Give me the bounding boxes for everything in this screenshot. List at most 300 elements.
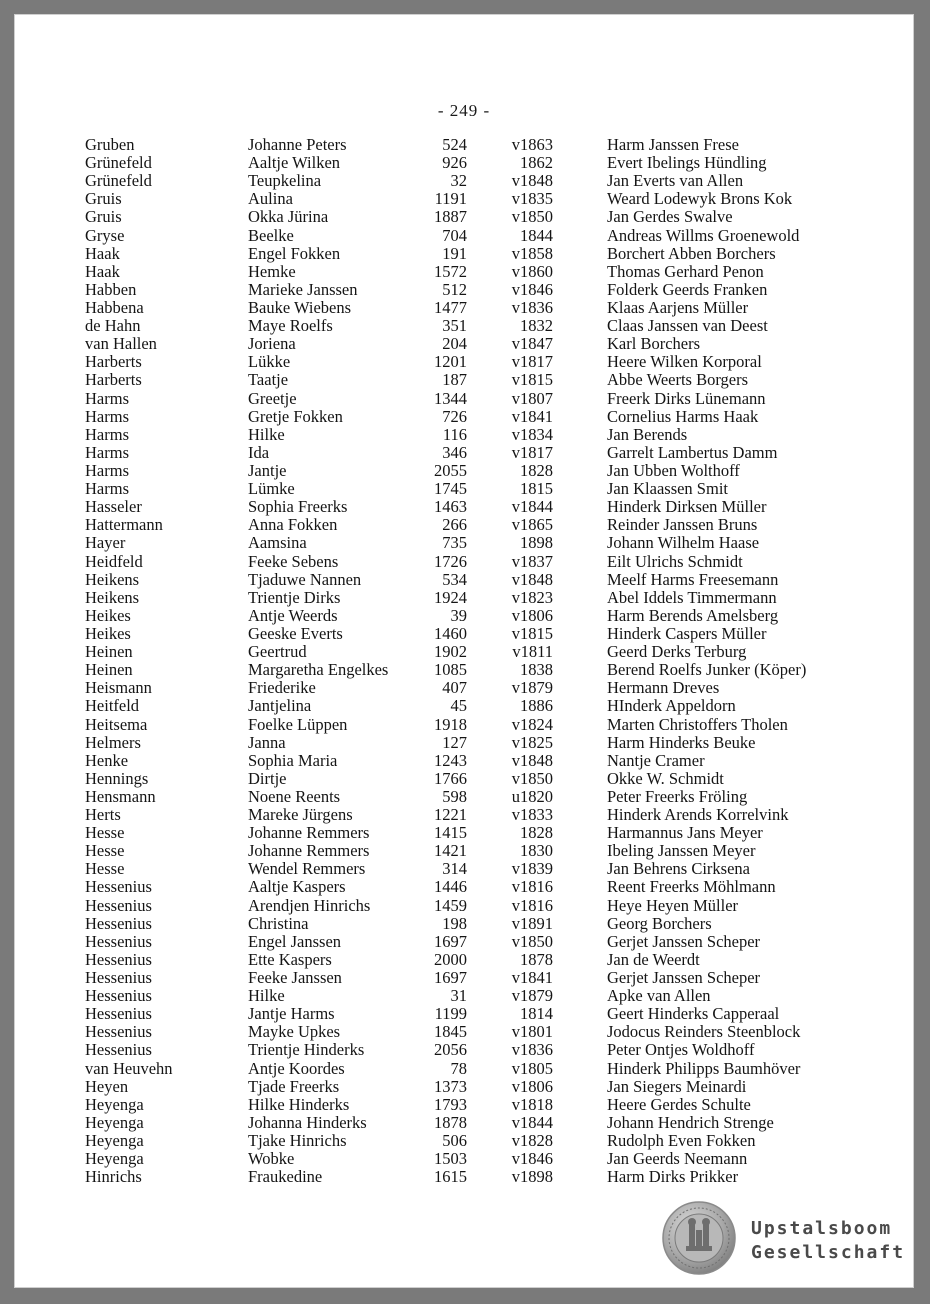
table-row bbox=[15, 299, 915, 317]
year-cell: v1863 bbox=[511, 135, 553, 154]
year-cell: v1801 bbox=[511, 1022, 553, 1042]
society-name-line2: Gesellschaft bbox=[751, 1242, 906, 1263]
number-cell: 39 bbox=[450, 605, 467, 625]
surname-cell: Heyenga bbox=[85, 1149, 144, 1169]
table-row bbox=[15, 842, 915, 860]
year-cell: v1848 bbox=[511, 750, 553, 770]
year-cell: v1848 bbox=[511, 171, 553, 191]
given-name-cell: Mayke Upkes bbox=[248, 1022, 341, 1042]
given-name-cell: Hilke Hinderks bbox=[248, 1094, 350, 1114]
surname-cell: Heidfeld bbox=[85, 551, 143, 571]
given-name-cell: Janna bbox=[248, 732, 286, 752]
spouse-cell: Harm Dirks Prikker bbox=[607, 1167, 739, 1187]
table-row bbox=[15, 534, 915, 552]
table-row bbox=[15, 951, 915, 969]
year-cell: v1846 bbox=[511, 1149, 553, 1169]
table-row bbox=[15, 1150, 915, 1168]
surname-cell: Heyen bbox=[85, 1076, 129, 1096]
table-row bbox=[15, 933, 915, 951]
number-cell: 127 bbox=[442, 732, 467, 752]
table-row bbox=[15, 136, 915, 154]
surname-cell: Hennings bbox=[85, 768, 149, 788]
spouse-cell: Jodocus Reinders Steenblock bbox=[607, 1022, 801, 1042]
surname-cell: Hesse bbox=[85, 859, 125, 879]
number-cell: 1793 bbox=[434, 1094, 467, 1114]
number-cell: 204 bbox=[442, 334, 467, 354]
year-cell: v1815 bbox=[511, 370, 553, 390]
year-cell: 1828 bbox=[520, 460, 553, 480]
surname-cell: Harms bbox=[85, 479, 129, 499]
surname-cell: Harms bbox=[85, 460, 129, 480]
surname-cell: Gruis bbox=[85, 189, 122, 209]
given-name-cell: Johanna Hinderks bbox=[248, 1112, 367, 1132]
given-name-cell: Arendjen Hinrichs bbox=[248, 895, 371, 915]
number-cell: 116 bbox=[442, 424, 467, 444]
number-cell: 1745 bbox=[434, 479, 467, 499]
number-cell: 1477 bbox=[434, 297, 467, 317]
number-cell: 598 bbox=[442, 786, 467, 806]
table-row bbox=[15, 734, 915, 752]
spouse-cell: Berend Roelfs Junker (Köper) bbox=[607, 660, 807, 680]
given-name-cell: Friederike bbox=[248, 678, 316, 698]
number-cell: 407 bbox=[442, 678, 467, 698]
number-cell: 314 bbox=[442, 859, 467, 879]
year-cell: 1838 bbox=[520, 660, 553, 680]
surname-cell: Hessenius bbox=[85, 1004, 152, 1024]
spouse-cell: Johann Hendrich Strenge bbox=[607, 1112, 774, 1132]
table-row bbox=[15, 245, 915, 263]
table-row bbox=[15, 969, 915, 987]
surname-cell: Hessenius bbox=[85, 1022, 152, 1042]
surname-cell: Hessenius bbox=[85, 968, 152, 988]
table-row bbox=[15, 607, 915, 625]
table-row bbox=[15, 1114, 915, 1132]
number-cell: 198 bbox=[442, 913, 467, 933]
surname-cell: Harms bbox=[85, 424, 129, 444]
given-name-cell: Trientje Dirks bbox=[248, 587, 341, 607]
spouse-cell: Meelf Harms Freesemann bbox=[607, 569, 779, 589]
spouse-cell: Andreas Willms Groenewold bbox=[607, 225, 800, 245]
spouse-cell: Hinderk Caspers Müller bbox=[607, 623, 767, 643]
given-name-cell: Sophia Freerks bbox=[248, 497, 348, 517]
table-row bbox=[15, 154, 915, 172]
year-cell: v1805 bbox=[511, 1058, 553, 1078]
spouse-cell: Eilt Ulrichs Schmidt bbox=[607, 551, 743, 571]
number-cell: 1085 bbox=[434, 660, 467, 680]
year-cell: 1886 bbox=[520, 696, 553, 716]
surname-cell: Heyenga bbox=[85, 1094, 144, 1114]
society-logo-text bbox=[751, 1217, 905, 1265]
spouse-cell: Harm Hinderks Beuke bbox=[607, 732, 756, 752]
number-cell: 1572 bbox=[434, 261, 467, 281]
table-row bbox=[15, 860, 915, 878]
given-name-cell: Jantje bbox=[248, 460, 287, 480]
number-cell: 2055 bbox=[434, 460, 467, 480]
table-row bbox=[15, 806, 915, 824]
surname-cell: Heitfeld bbox=[85, 696, 140, 716]
table-row bbox=[15, 553, 915, 571]
year-cell: v1850 bbox=[511, 207, 553, 227]
table-row bbox=[15, 643, 915, 661]
number-cell: 1243 bbox=[434, 750, 467, 770]
year-cell: v1841 bbox=[511, 406, 553, 426]
year-cell: v1816 bbox=[511, 877, 553, 897]
number-cell: 506 bbox=[442, 1131, 467, 1151]
spouse-cell: Jan de Weerdt bbox=[607, 949, 700, 969]
surname-cell: Harms bbox=[85, 406, 129, 426]
year-cell: v1846 bbox=[511, 279, 553, 299]
given-name-cell: Tjade Freerks bbox=[248, 1076, 340, 1096]
surname-cell: Haak bbox=[85, 243, 120, 263]
year-cell: v1898 bbox=[511, 1167, 553, 1187]
year-cell: 1898 bbox=[520, 533, 553, 553]
spouse-cell: Jan Geerds Neemann bbox=[607, 1149, 748, 1169]
surname-cell: Hesse bbox=[85, 823, 125, 843]
year-cell: v1850 bbox=[511, 931, 553, 951]
surname-cell: Harberts bbox=[85, 370, 142, 390]
number-cell: 1766 bbox=[434, 768, 467, 788]
spouse-cell: Evert Ibelings Hündling bbox=[607, 153, 767, 173]
spouse-cell: Freerk Dirks Lünemann bbox=[607, 388, 766, 408]
given-name-cell: Ette Kaspers bbox=[248, 949, 332, 969]
number-cell: 704 bbox=[442, 225, 467, 245]
year-cell: v1816 bbox=[511, 895, 553, 915]
surname-cell: Grünefeld bbox=[85, 153, 152, 173]
number-cell: 1459 bbox=[434, 895, 467, 915]
spouse-cell: Jan Behrens Cirksena bbox=[607, 859, 750, 879]
given-name-cell: Geeske Everts bbox=[248, 623, 343, 643]
surname-cell: Hessenius bbox=[85, 877, 152, 897]
given-name-cell: Ida bbox=[248, 442, 270, 462]
number-cell: 1221 bbox=[434, 805, 467, 825]
surname-cell: Hessenius bbox=[85, 913, 152, 933]
given-name-cell: Taatje bbox=[248, 370, 289, 390]
spouse-cell: Jan Berends bbox=[607, 424, 688, 444]
given-name-cell: Gretje Fokken bbox=[248, 406, 343, 426]
table-row bbox=[15, 172, 915, 190]
surname-cell: Hasseler bbox=[85, 497, 142, 517]
year-cell: 1830 bbox=[520, 841, 553, 861]
spouse-cell: Jan Siegers Meinardi bbox=[607, 1076, 747, 1096]
table-row bbox=[15, 697, 915, 715]
number-cell: 1887 bbox=[434, 207, 467, 227]
surname-cell: Hinrichs bbox=[85, 1167, 142, 1187]
given-name-cell: Feeke Janssen bbox=[248, 968, 342, 988]
number-cell: 31 bbox=[450, 986, 467, 1006]
number-cell: 1878 bbox=[434, 1112, 467, 1132]
given-name-cell: Engel Janssen bbox=[248, 931, 342, 951]
year-cell: v1833 bbox=[511, 805, 553, 825]
table-row bbox=[15, 462, 915, 480]
given-name-cell: Jantje Harms bbox=[248, 1004, 335, 1024]
number-cell: 1191 bbox=[434, 189, 467, 209]
number-cell: 1463 bbox=[434, 497, 467, 517]
number-cell: 1344 bbox=[434, 388, 467, 408]
spouse-cell: Reinder Janssen Bruns bbox=[607, 515, 758, 535]
number-cell: 1918 bbox=[434, 714, 467, 734]
spouse-cell: Heere Wilken Korporal bbox=[607, 352, 762, 372]
given-name-cell: Teupkelina bbox=[248, 171, 322, 191]
number-cell: 78 bbox=[450, 1058, 467, 1078]
spouse-cell: Heye Heyen Müller bbox=[607, 895, 739, 915]
given-name-cell: Johanne Remmers bbox=[248, 841, 370, 861]
spouse-cell: Jan Ubben Wolthoff bbox=[607, 460, 740, 480]
spouse-cell: Gerjet Janssen Scheper bbox=[607, 968, 761, 988]
number-cell: 266 bbox=[442, 515, 467, 535]
given-name-cell: Feeke Sebens bbox=[248, 551, 339, 571]
table-row bbox=[15, 1132, 915, 1150]
year-cell: v1836 bbox=[511, 1040, 553, 1060]
given-name-cell: Maye Roelfs bbox=[248, 316, 333, 336]
year-cell: v1824 bbox=[511, 714, 553, 734]
year-cell: v1848 bbox=[511, 569, 553, 589]
table-row bbox=[15, 1023, 915, 1041]
table-row bbox=[15, 444, 915, 462]
spouse-cell: Rudolph Even Fokken bbox=[607, 1131, 756, 1151]
given-name-cell: Hilke bbox=[248, 424, 285, 444]
spouse-cell: Hinderk Dirksen Müller bbox=[607, 497, 767, 517]
spouse-cell: Harmannus Jans Meyer bbox=[607, 823, 763, 843]
number-cell: 512 bbox=[442, 279, 467, 299]
given-name-cell: Noene Reents bbox=[248, 786, 341, 806]
given-name-cell: Sophia Maria bbox=[248, 750, 338, 770]
year-cell: 1878 bbox=[520, 949, 553, 969]
given-name-cell: Engel Fokken bbox=[248, 243, 341, 263]
page-number: - 249 - bbox=[437, 101, 491, 120]
spouse-cell: Peter Freerks Fröling bbox=[607, 786, 748, 806]
year-cell: 1832 bbox=[520, 316, 553, 336]
given-name-cell: Lükke bbox=[248, 352, 291, 372]
table-row bbox=[15, 227, 915, 245]
number-cell: 1415 bbox=[434, 823, 467, 843]
spouse-cell: Klaas Aarjens Müller bbox=[607, 297, 749, 317]
spouse-cell: Weard Lodewyk Brons Kok bbox=[607, 189, 793, 209]
table-row bbox=[15, 752, 915, 770]
surname-cell: Gruben bbox=[85, 135, 135, 154]
table-row bbox=[15, 1005, 915, 1023]
table-row bbox=[15, 987, 915, 1005]
year-cell: 1815 bbox=[520, 479, 553, 499]
spouse-cell: Peter Ontjes Woldhoff bbox=[607, 1040, 755, 1060]
spouse-cell: Thomas Gerhard Penon bbox=[607, 261, 764, 281]
number-cell: 1902 bbox=[434, 642, 467, 662]
register-table bbox=[15, 136, 915, 1186]
year-cell: v1811 bbox=[512, 642, 553, 662]
surname-cell: Gruis bbox=[85, 207, 122, 227]
year-cell: v1837 bbox=[511, 551, 553, 571]
surname-cell: van Heuvehn bbox=[85, 1058, 173, 1078]
number-cell: 1697 bbox=[434, 968, 467, 988]
given-name-cell: Tjake Hinrichs bbox=[248, 1131, 347, 1151]
surname-cell: Heikes bbox=[85, 623, 131, 643]
given-name-cell: Beelke bbox=[248, 225, 294, 245]
number-cell: 1503 bbox=[434, 1149, 467, 1169]
given-name-cell: Johanne Peters bbox=[248, 135, 347, 154]
table-row bbox=[15, 915, 915, 933]
table-row bbox=[15, 1078, 915, 1096]
given-name-cell: Bauke Wiebens bbox=[248, 297, 352, 317]
given-name-cell: Christina bbox=[248, 913, 309, 933]
number-cell: 1726 bbox=[434, 551, 467, 571]
year-cell: v1844 bbox=[511, 1112, 553, 1132]
number-cell: 191 bbox=[442, 243, 467, 263]
number-cell: 1446 bbox=[434, 877, 467, 897]
table-row bbox=[15, 371, 915, 389]
year-cell: v1879 bbox=[511, 678, 553, 698]
spouse-cell: Hermann Dreves bbox=[607, 678, 720, 698]
surname-cell: Heikens bbox=[85, 587, 140, 607]
given-name-cell: Aaltje Wilken bbox=[248, 153, 341, 173]
given-name-cell: Dirtje bbox=[248, 768, 287, 788]
year-cell: v1841 bbox=[511, 968, 553, 988]
spouse-cell: Cornelius Harms Haak bbox=[607, 406, 759, 426]
spouse-cell: Marten Christoffers Tholen bbox=[607, 714, 788, 734]
year-cell: v1879 bbox=[511, 986, 553, 1006]
number-cell: 2056 bbox=[434, 1040, 467, 1060]
surname-cell: Hattermann bbox=[85, 515, 163, 535]
surname-cell: Gryse bbox=[85, 225, 125, 245]
surname-cell: Heikes bbox=[85, 605, 131, 625]
number-cell: 346 bbox=[442, 442, 467, 462]
year-cell: 1828 bbox=[520, 823, 553, 843]
given-name-cell: Johanne Remmers bbox=[248, 823, 370, 843]
number-cell: 1697 bbox=[434, 931, 467, 951]
given-name-cell: Aulina bbox=[248, 189, 293, 209]
year-cell: v1850 bbox=[511, 768, 553, 788]
spouse-cell: Jan Everts van Allen bbox=[607, 171, 744, 191]
surname-cell: Heitsema bbox=[85, 714, 148, 734]
year-cell: v1860 bbox=[511, 261, 553, 281]
given-name-cell: Aamsina bbox=[248, 533, 307, 553]
table-row bbox=[15, 335, 915, 353]
table-row bbox=[15, 1096, 915, 1114]
year-cell: v1865 bbox=[511, 515, 553, 535]
surname-cell: Henke bbox=[85, 750, 129, 770]
number-cell: 45 bbox=[450, 696, 467, 716]
spouse-cell: Okke W. Schmidt bbox=[607, 768, 724, 788]
spouse-cell: Hinderk Arends Korrelvink bbox=[607, 805, 789, 825]
given-name-cell: Hilke bbox=[248, 986, 285, 1006]
year-cell: u1820 bbox=[511, 786, 553, 806]
number-cell: 351 bbox=[442, 316, 467, 336]
spouse-cell: Folderk Geerds Franken bbox=[607, 279, 768, 299]
year-cell: v1836 bbox=[511, 297, 553, 317]
year-cell: 1814 bbox=[520, 1004, 553, 1024]
surname-cell: Hessenius bbox=[85, 895, 152, 915]
surname-cell: Herts bbox=[85, 805, 121, 825]
number-cell: 1924 bbox=[434, 587, 467, 607]
surname-cell: van Hallen bbox=[85, 334, 157, 354]
spouse-cell: Apke van Allen bbox=[607, 986, 711, 1006]
table-row bbox=[15, 589, 915, 607]
surname-cell: Habbena bbox=[85, 297, 144, 317]
year-cell: v1828 bbox=[511, 1131, 553, 1151]
table-row bbox=[15, 390, 915, 408]
year-cell: v1818 bbox=[511, 1094, 553, 1114]
surname-cell: Heinen bbox=[85, 642, 133, 662]
surname-cell: Helmers bbox=[85, 732, 141, 752]
spouse-cell: Geert Hinderks Capperaal bbox=[607, 1004, 780, 1024]
surname-cell: Hessenius bbox=[85, 931, 152, 951]
given-name-cell: Okka Jürina bbox=[248, 207, 329, 227]
year-cell: v1806 bbox=[511, 605, 553, 625]
surname-cell: Hessenius bbox=[85, 949, 152, 969]
given-name-cell: Hemke bbox=[248, 261, 296, 281]
table-row bbox=[15, 263, 915, 281]
upstalsboom-seal-icon bbox=[661, 1200, 737, 1276]
given-name-cell: Wobke bbox=[248, 1149, 295, 1169]
table-row bbox=[15, 625, 915, 643]
table-row bbox=[15, 1168, 915, 1186]
year-cell: v1891 bbox=[511, 913, 553, 933]
number-cell: 534 bbox=[442, 569, 467, 589]
year-cell: v1817 bbox=[511, 442, 553, 462]
given-name-cell: Foelke Lüppen bbox=[248, 714, 348, 734]
table-row bbox=[15, 317, 915, 335]
table-row bbox=[15, 679, 915, 697]
document-page bbox=[14, 14, 914, 1288]
number-cell: 1199 bbox=[434, 1004, 467, 1024]
year-cell: v1823 bbox=[511, 587, 553, 607]
given-name-cell: Antje Koordes bbox=[248, 1058, 345, 1078]
number-cell: 1373 bbox=[434, 1076, 467, 1096]
table-row bbox=[15, 498, 915, 516]
number-cell: 1615 bbox=[434, 1167, 467, 1187]
number-cell: 32 bbox=[450, 171, 467, 191]
table-row bbox=[15, 408, 915, 426]
year-cell: v1815 bbox=[511, 623, 553, 643]
spouse-cell: Borchert Abben Borchers bbox=[607, 243, 776, 263]
given-name-cell: Aaltje Kaspers bbox=[248, 877, 346, 897]
surname-cell: Harms bbox=[85, 442, 129, 462]
table-row bbox=[15, 426, 915, 444]
surname-cell: Harberts bbox=[85, 352, 142, 372]
given-name-cell: Lümke bbox=[248, 479, 295, 499]
surname-cell: Heinen bbox=[85, 660, 133, 680]
number-cell: 2000 bbox=[434, 949, 467, 969]
surname-cell: Grünefeld bbox=[85, 171, 152, 191]
given-name-cell: Geertrud bbox=[248, 642, 307, 662]
given-name-cell: Marieke Janssen bbox=[248, 279, 358, 299]
surname-cell: Heikens bbox=[85, 569, 140, 589]
year-cell: v1847 bbox=[511, 334, 553, 354]
year-cell: v1858 bbox=[511, 243, 553, 263]
year-cell: v1817 bbox=[511, 352, 553, 372]
number-cell: 735 bbox=[442, 533, 467, 553]
spouse-cell: Reent Freerks Möhlmann bbox=[607, 877, 776, 897]
table-row bbox=[15, 571, 915, 589]
year-cell: v1807 bbox=[511, 388, 553, 408]
spouse-cell: Heere Gerdes Schulte bbox=[607, 1094, 751, 1114]
surname-cell: Heyenga bbox=[85, 1131, 144, 1151]
spouse-cell: Gerjet Janssen Scheper bbox=[607, 931, 761, 951]
surname-cell: Harms bbox=[85, 388, 129, 408]
spouse-cell: Ibeling Janssen Meyer bbox=[607, 841, 756, 861]
spouse-cell: Nantje Cramer bbox=[607, 750, 705, 770]
table-row bbox=[15, 770, 915, 788]
spouse-cell: Harm Janssen Frese bbox=[607, 135, 739, 154]
given-name-cell: Joriena bbox=[248, 334, 296, 354]
number-cell: 524 bbox=[442, 135, 467, 154]
given-name-cell: Anna Fokken bbox=[248, 515, 338, 535]
table-row bbox=[15, 788, 915, 806]
surname-cell: Hesse bbox=[85, 841, 125, 861]
given-name-cell: Jantjelina bbox=[248, 696, 312, 716]
given-name-cell: Fraukedine bbox=[248, 1167, 323, 1187]
spouse-cell: Jan Gerdes Swalve bbox=[607, 207, 733, 227]
table-row bbox=[15, 208, 915, 226]
given-name-cell: Wendel Remmers bbox=[248, 859, 366, 879]
